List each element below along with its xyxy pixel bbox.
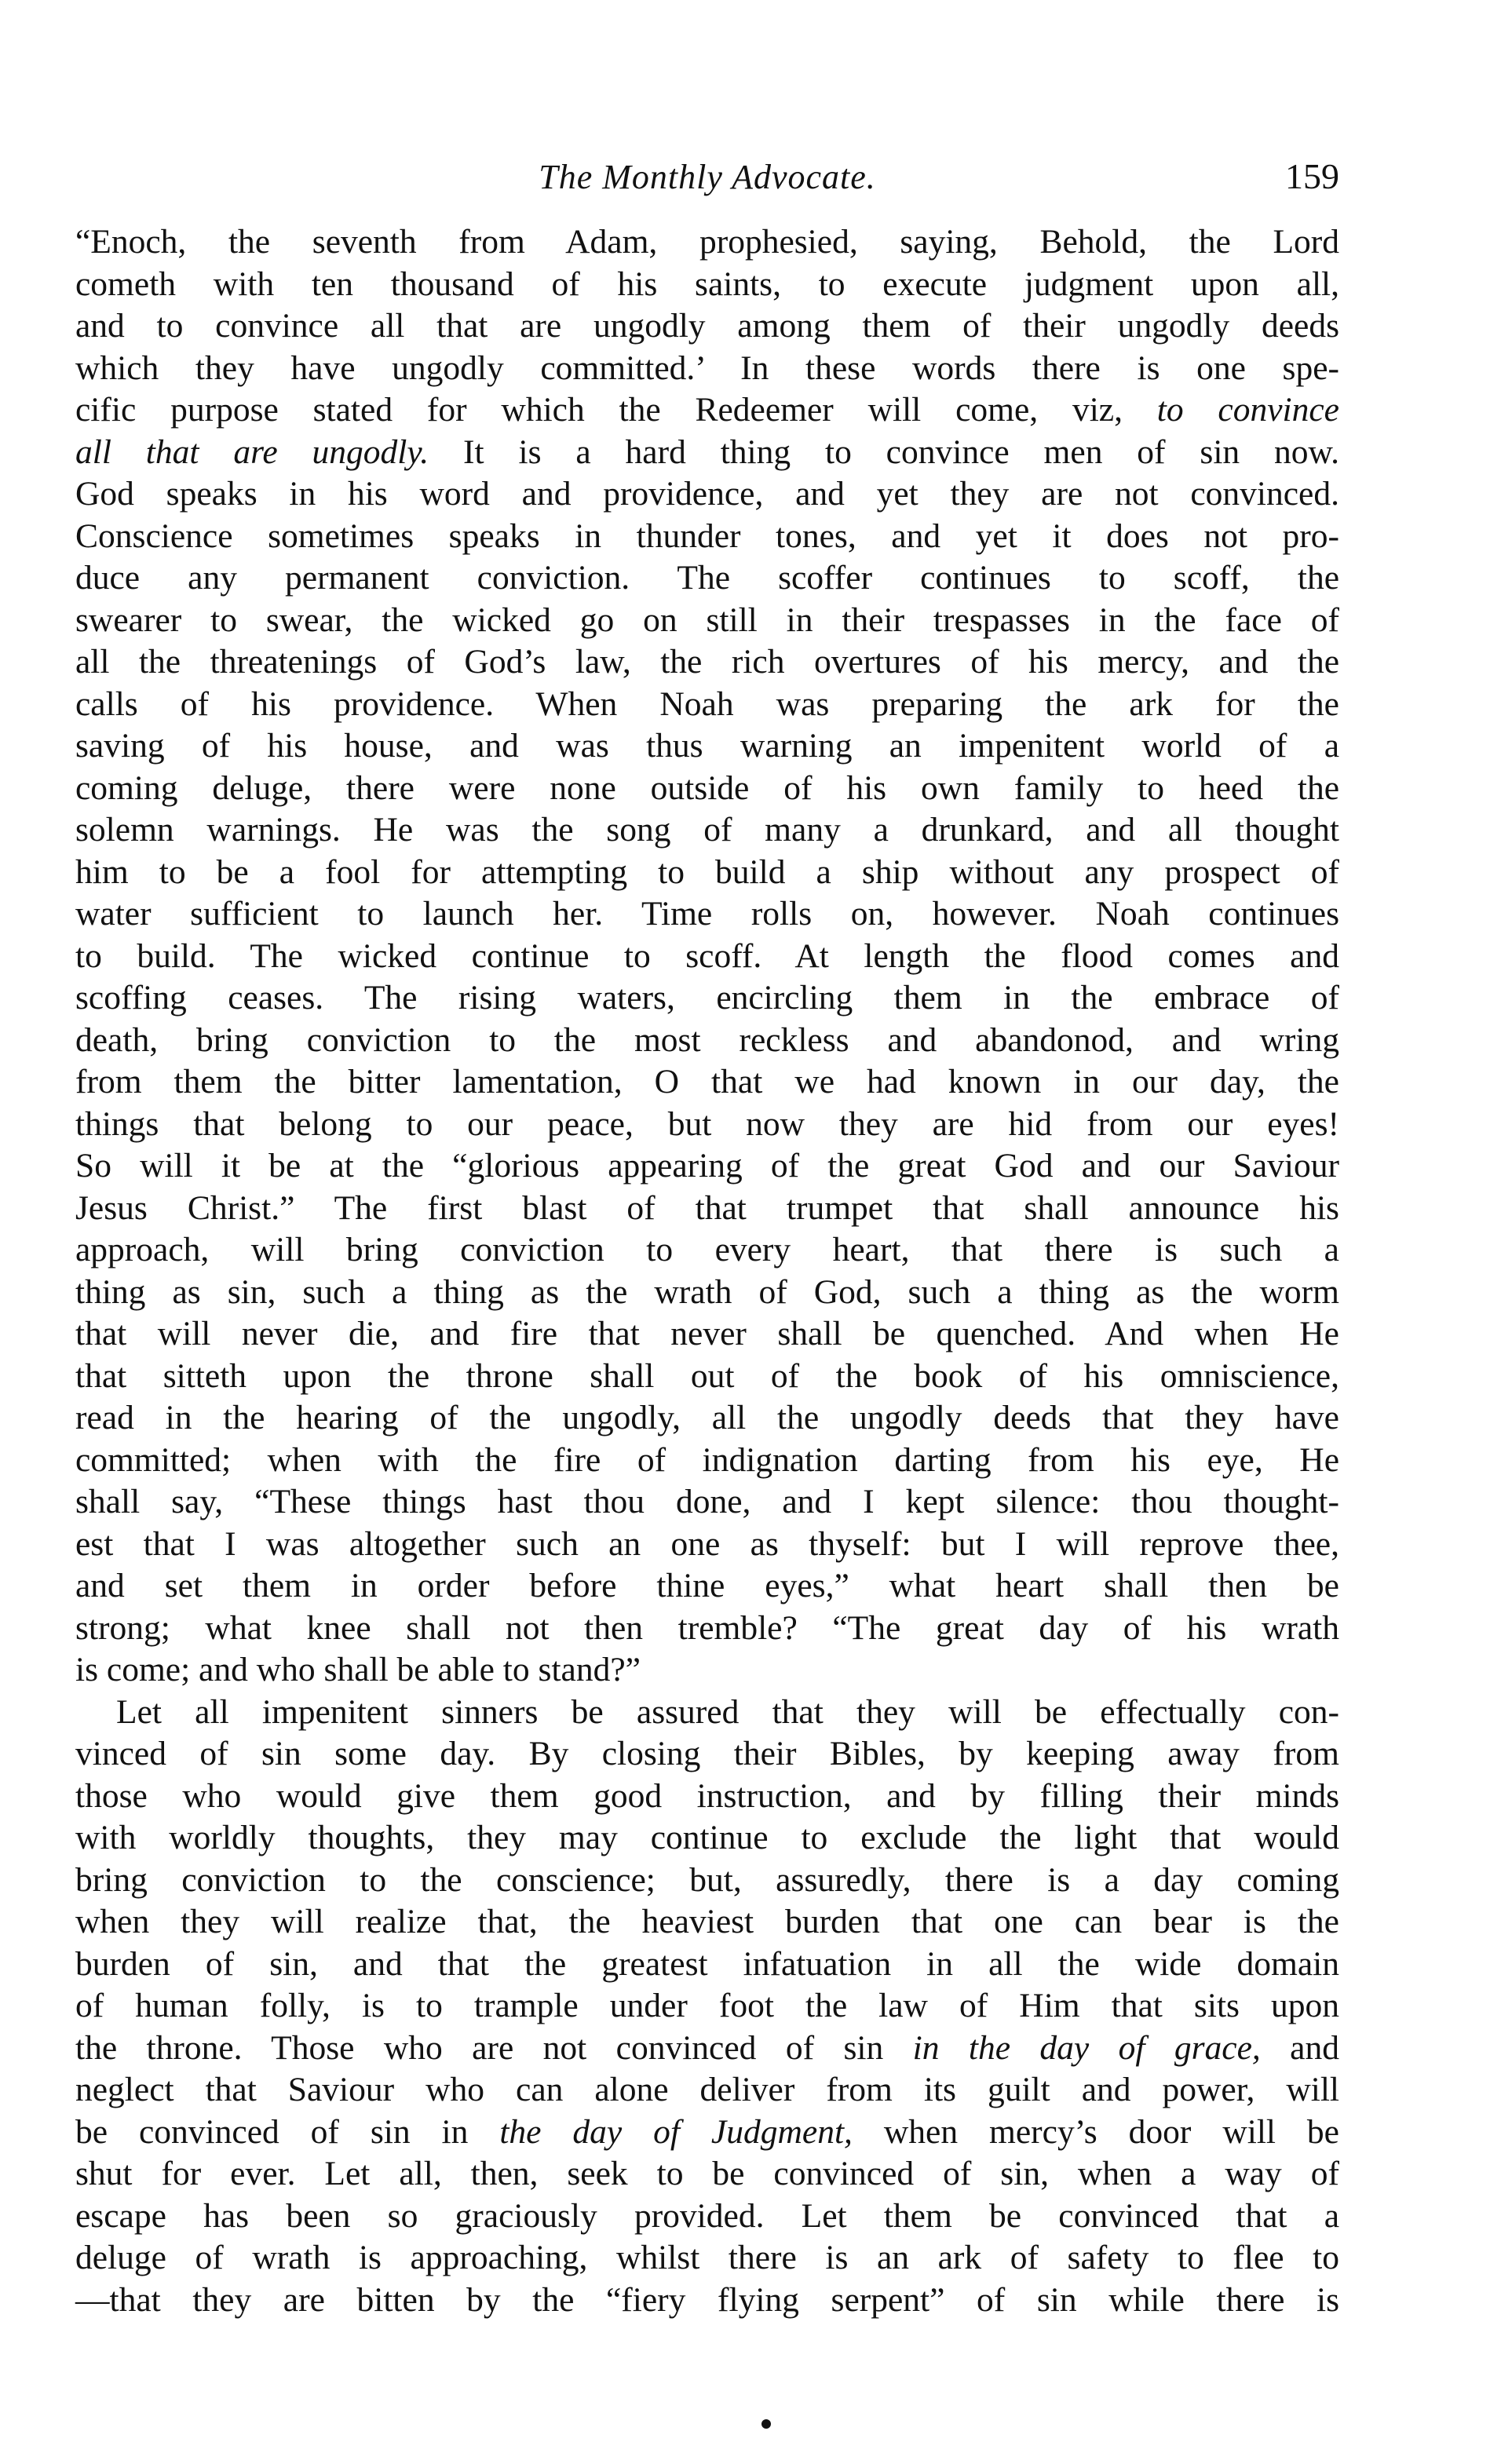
text-line: is come; and who shall be able to stand?”: [75, 1651, 641, 1688]
text-line: that sitteth upon the throne shall out of the book of his omniscience,: [75, 1356, 1339, 1395]
text-line: and to convince all that are ungodly among them of their ungodly deeds: [75, 307, 1339, 345]
text-line: that will never die, and fire that never shall be quenched. And when He: [75, 1315, 1339, 1352]
text-line: which they have ungodly committed.’ In these words there is one spe-: [75, 349, 1339, 387]
text-line: swearer to swear, the wicked go on still in their trespasses in the face of: [75, 600, 1339, 639]
text-line: death, bring conviction to the most reckless and abandonod, and wring: [75, 1020, 1339, 1059]
text-run: It is a hard thing to convince men of sin now.: [429, 433, 1339, 471]
text-line: committed; when with the fire of indignation darting from his eye, He: [75, 1440, 1339, 1479]
text-line: “Enoch, the seventh from Adam, prophesied, saying, Behold, the Lord: [75, 223, 1339, 261]
text-run: the throne. Those who are not convinced of sin: [75, 2028, 913, 2067]
text-line: —that they are bitten by the “fiery flying serpent” of sin while there is: [75, 2280, 1339, 2319]
text-run: cific purpose stated for which the Redeemer will come, viz,: [75, 391, 1157, 429]
text-line: burden of sin, and that the greatest infatuation in all the wide domain: [75, 1944, 1339, 1983]
text-line: scoffing ceases. The rising waters, encircling them in the embrace of: [75, 979, 1339, 1017]
text-line: to build. The wicked continue to scoff. At length the flood comes and: [75, 936, 1339, 975]
text-line: all the threatenings of God’s law, the rich overtures of his mercy, and the: [75, 643, 1339, 681]
text-line: calls of his providence. When Noah was preparing the ark for the: [75, 684, 1339, 723]
body-text: [75, 221, 1339, 2321]
page-header: [75, 141, 1339, 212]
paragraph-1: [75, 221, 1339, 1692]
paragraph-2: [75, 1692, 1339, 2322]
text-line: [75, 389, 1339, 432]
italic-run: the day of Judgment,: [499, 2112, 853, 2151]
text-line: coming deluge, there were none outside of his own family to heed the: [75, 768, 1339, 807]
page-number: 159: [1285, 156, 1339, 196]
text-line: shall say, “These things hast thou done, and I kept silence: thou thought-: [75, 1483, 1339, 1520]
text-line: thing as sin, such a thing as the wrath of God, such a thing as the worm: [75, 1272, 1339, 1311]
text-line: with worldly thoughts, they may continue to exclude the light that would: [75, 1819, 1339, 1856]
text-line: God speaks in his word and providence, and yet they are not convinced.: [75, 475, 1339, 513]
text-line: So will it be at the “glorious appearing of the great God and our Saviour: [75, 1147, 1339, 1185]
text-line: Jesus Christ.” The first blast of that trumpet that shall announce his: [75, 1188, 1339, 1227]
text-line: and set them in order before thine eyes,” what heart shall then be: [75, 1567, 1339, 1604]
text-run: when mercy’s door will be: [852, 2112, 1339, 2151]
running-title: The Monthly Advocate.: [539, 158, 876, 196]
italic-run: to convince: [1156, 391, 1339, 429]
text-line: Conscience sometimes speaks in thunder tones, and yet it does not pro-: [75, 517, 1339, 555]
italic-run: all that are ungodly.: [75, 433, 429, 471]
text-line: [75, 2028, 1339, 2070]
text-line: escape has been so graciously provided. Let them be convinced that a: [75, 2196, 1339, 2235]
book-page: [75, 141, 1339, 2321]
text-line: duce any permanent conviction. The scoffer continues to scoff, the: [75, 559, 1339, 597]
text-line: [75, 2112, 1339, 2154]
italic-run: in the day of grace,: [912, 2028, 1261, 2067]
text-line: from them the bitter lamentation, O that we had known in our day, the: [75, 1063, 1339, 1101]
text-line: read in the hearing of the ungodly, all the ungodly deeds that they have: [75, 1399, 1339, 1436]
page-mark-dot: [761, 2419, 771, 2429]
text-line: est that I was altogether such an one as thyself: but I will reprove thee,: [75, 1524, 1339, 1563]
text-line: approach, will bring conviction to every heart, that there is such a: [75, 1231, 1339, 1269]
text-line: him to be a fool for attempting to build a ship without any prospect of: [75, 852, 1339, 891]
text-run: and: [1260, 2028, 1339, 2067]
text-line: cometh with ten thousand of his saints, to execute judgment upon all,: [75, 265, 1339, 303]
text-line: bring conviction to the conscience; but, assuredly, there is a day coming: [75, 1860, 1339, 1899]
text-line: when they will realize that, the heaviest burden that one can bear is the: [75, 1903, 1339, 1940]
text-line: of human folly, is to trample under foot the law of Him that sits upon: [75, 1987, 1339, 2024]
text-line: water sufficient to launch her. Time rolls on, however. Noah continues: [75, 895, 1339, 933]
text-line: strong; what knee shall not then tremble? “The great day of his wrath: [75, 1608, 1339, 1647]
text-line: deluge of wrath is approaching, whilst there is an ark of safety to flee to: [75, 2239, 1339, 2276]
text-line: those who would give them good instruction, and by filling their minds: [75, 1776, 1339, 1815]
text-line: vinced of sin some day. By closing their Bibles, by keeping away from: [75, 1735, 1339, 1772]
text-line: [75, 432, 1339, 474]
text-line: things that belong to our peace, but now they are hid from our eyes!: [75, 1104, 1339, 1143]
text-run: be convinced of sin in: [75, 2112, 500, 2151]
text-line: Let all impenitent sinners be assured that they will be effectually con-: [116, 1692, 1339, 1731]
text-line: saving of his house, and was thus warning an impenitent world of a: [75, 727, 1339, 765]
text-line: shut for ever. Let all, then, seek to be convinced of sin, when a way of: [75, 2155, 1339, 2192]
text-line: neglect that Saviour who can alone deliver from its guilt and power, will: [75, 2071, 1339, 2108]
text-line: solemn warnings. He was the song of many a drunkard, and all thought: [75, 811, 1339, 849]
